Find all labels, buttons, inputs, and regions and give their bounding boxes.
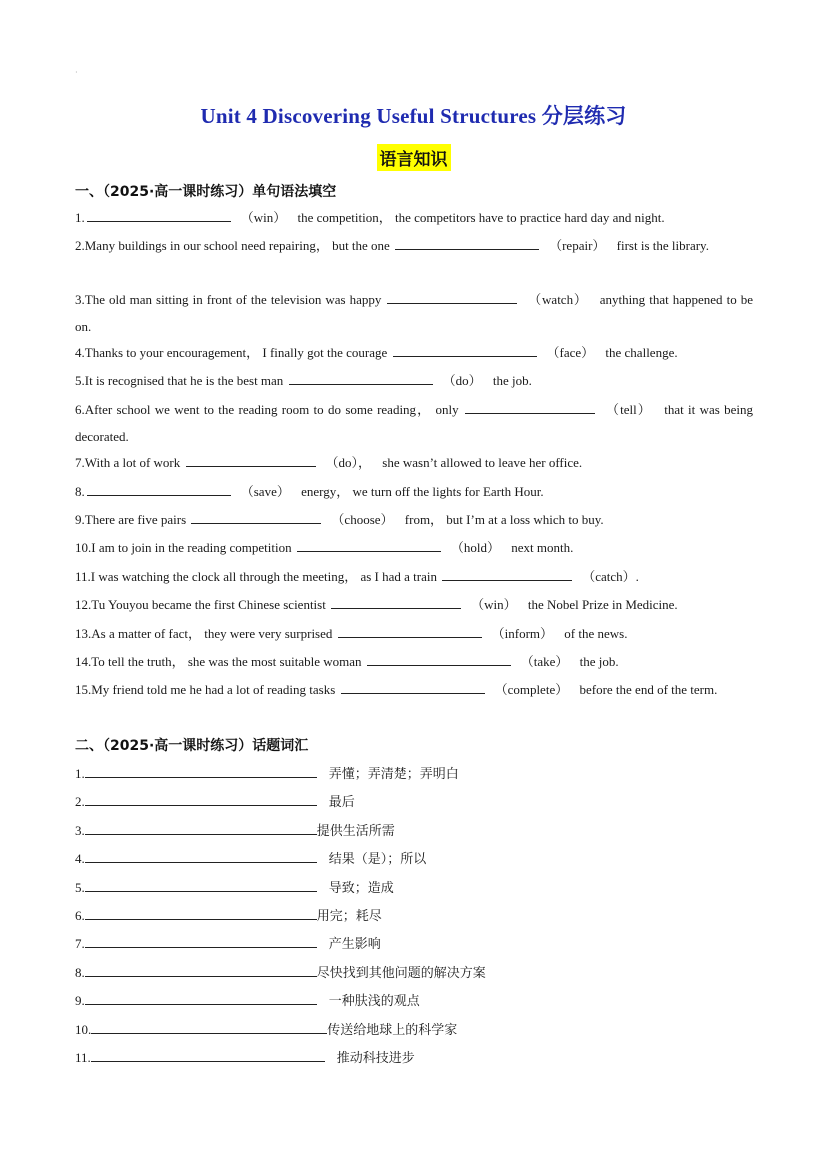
grammar-question: 12.Tu Youyou became the first Chinese scientist （win） the Nobel Prize in Medicine. — [75, 591, 753, 618]
grammar-question: 9.There are five pairs （choose） from， but I’m at a loss which to buy. — [75, 506, 753, 533]
grammar-question: 2.Many buildings in our school need repairing， but the one （repair） first is the library. — [75, 232, 753, 259]
answer-blank[interactable] — [297, 536, 441, 552]
vocab-item: 5. 导致；造成 — [75, 876, 394, 899]
section2-heading: 二、（2025·高一课时练习）话题词汇 — [75, 738, 309, 754]
grammar-question: 13.As a matter of fact， they were very surprised （inform） of the news. — [75, 620, 753, 647]
subtitle-wrap — [0, 144, 827, 171]
answer-blank[interactable] — [85, 876, 317, 892]
answer-blank[interactable] — [367, 650, 511, 666]
grammar-question: 14.To tell the truth， she was the most suitable woman （take） the job. — [75, 648, 753, 675]
answer-blank[interactable] — [87, 206, 231, 222]
vocab-item: 10. 传送给地球上的科学家 — [75, 1018, 457, 1041]
grammar-question: 8. （save） energy， we turn off the lights for Earth Hour. — [75, 478, 753, 505]
answer-blank[interactable] — [85, 989, 317, 1005]
vocab-item: 9. 一种肤浅的观点 — [75, 989, 420, 1012]
answer-blank[interactable] — [186, 451, 316, 467]
grammar-question: 10.I am to join in the reading competition （hold） next month. — [75, 534, 753, 561]
vocab-item: 4. 结果（是）；所以 — [75, 847, 426, 870]
vocab-item: 3. 提供生活所需 — [75, 819, 395, 842]
vocab-item: 7. 产生影响 — [75, 932, 381, 955]
vocab-item: 2. 最后 — [75, 790, 355, 813]
vocab-item: 11. 推动科技进步 — [75, 1046, 415, 1069]
vocab-item: 8. 尽快找到其他问题的解决方案 — [75, 961, 486, 984]
answer-blank[interactable] — [87, 480, 231, 496]
grammar-question: 15.My friend told me he had a lot of reading tasks （complete） before the end of the term. — [75, 676, 753, 703]
answer-blank[interactable] — [85, 961, 317, 977]
answer-blank[interactable] — [85, 762, 317, 778]
answer-blank[interactable] — [387, 288, 517, 304]
page-marker-dot: · — [75, 68, 78, 77]
grammar-question: 3.The old man sitting in front of the television was happy （watch） anything that happened to be on. — [75, 286, 753, 340]
answer-blank[interactable] — [341, 678, 485, 694]
answer-blank[interactable] — [442, 565, 572, 581]
section1-heading: 一、（2025·高一课时练习）单句语法填空 — [75, 184, 337, 200]
grammar-question: 5.It is recognised that he is the best man （do） the job. — [75, 367, 753, 394]
grammar-question: 11.I was watching the clock all through the meeting， as I had a train （catch）. — [75, 563, 753, 590]
answer-blank[interactable] — [85, 847, 317, 863]
answer-blank[interactable] — [85, 790, 317, 806]
answer-blank[interactable] — [393, 341, 537, 357]
answer-blank[interactable] — [85, 819, 317, 835]
answer-blank[interactable] — [191, 508, 321, 524]
vocab-item: 1. 弄懂；弄清楚；弄明白 — [75, 762, 459, 785]
answer-blank[interactable] — [331, 593, 461, 609]
answer-blank[interactable] — [85, 932, 317, 948]
grammar-question: 4.Thanks to your encouragement， I finally got the courage （face） the challenge. — [75, 339, 753, 366]
grammar-question: 6.After school we went to the reading room to do some reading， only （tell） that it was being decorated. — [75, 396, 753, 450]
answer-blank[interactable] — [289, 369, 433, 385]
grammar-question: 1. （win） the competition， the competitors have to practice hard day and night. — [75, 204, 753, 231]
vocab-item: 6. 用完；耗尽 — [75, 904, 382, 927]
answer-blank[interactable] — [465, 398, 595, 414]
page-title: Unit 4 Discovering Useful Structures 分层练习 — [200, 104, 627, 128]
answer-blank[interactable] — [395, 234, 539, 250]
answer-blank[interactable] — [85, 904, 317, 920]
answer-blank[interactable] — [91, 1046, 325, 1062]
grammar-question: 7.With a lot of work （do）， she wasn’t allowed to leave her office. — [75, 449, 753, 476]
answer-blank[interactable] — [338, 622, 482, 638]
answer-blank[interactable] — [91, 1018, 327, 1034]
section-subtitle: 语言知识 — [377, 144, 451, 171]
